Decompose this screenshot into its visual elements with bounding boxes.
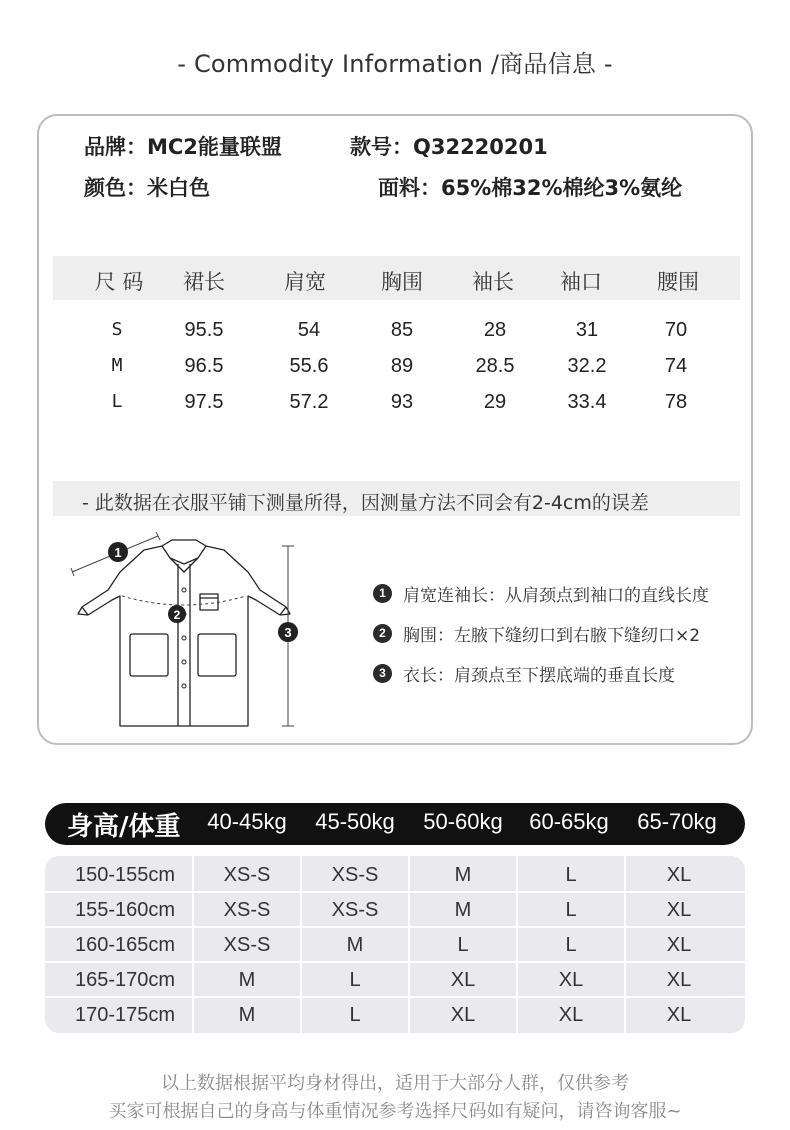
svg-text:2: 2 xyxy=(173,608,181,622)
fit-table-label: 身高/体重 xyxy=(67,812,181,842)
height-cell: 160-165cm xyxy=(74,934,176,956)
height-cell: 170-175cm xyxy=(74,1004,176,1026)
weight-column-header: 40-45kg xyxy=(207,809,287,834)
size-cell: XL xyxy=(558,969,584,991)
number-badge: 3 xyxy=(373,664,392,683)
size-cell: XS-S xyxy=(223,899,271,921)
size-chart-cell: 93 xyxy=(390,391,414,413)
size-cell: XS-S xyxy=(331,899,379,921)
size-chart-header: 袖口 xyxy=(560,270,602,294)
measure-legend-text: 胸围：左腋下缝纫口到右腋下缝纫口×2 xyxy=(403,626,701,646)
size-chart-cell: 95.5 xyxy=(184,319,224,341)
number-badge: 1 xyxy=(373,584,392,603)
measure-legend-item xyxy=(373,661,675,686)
size-chart-cell: 32.2 xyxy=(567,355,607,377)
size-chart-header: 肩宽 xyxy=(284,270,326,294)
size-cell: XS-S xyxy=(223,864,271,886)
style-number-text: 款号：Q32220201 xyxy=(350,135,548,159)
size-chart-cell: L xyxy=(111,391,123,412)
footer-note-line2: 买家可根据自己的身高与体重情况参考选择尺码如有疑问，请咨询客服~ xyxy=(108,1101,682,1122)
size-cell: XL xyxy=(558,1004,584,1026)
size-cell: XL xyxy=(666,899,692,921)
color-text: 颜色：米白色 xyxy=(84,176,210,200)
measure-marker-1 xyxy=(108,542,128,562)
size-chart-cell: 33.4 xyxy=(567,391,607,413)
size-cell: M xyxy=(454,864,472,886)
svg-text:3: 3 xyxy=(284,625,292,640)
size-cell: M xyxy=(238,969,256,991)
size-cell: L xyxy=(457,934,469,956)
size-cell: XS-S xyxy=(331,864,379,886)
footer-note-line1: 以上数据根据平均身材得出，适用于大部分人群，仅供参考 xyxy=(161,1073,629,1094)
size-chart-cell: 78 xyxy=(664,391,688,413)
page-title: - Commodity Information /商品信息 - xyxy=(177,50,613,78)
weight-column-header: 45-50kg xyxy=(315,809,395,834)
weight-column-header: 65-70kg xyxy=(637,809,717,834)
size-chart-cell: 55.6 xyxy=(289,355,329,377)
size-cell: XL xyxy=(666,969,692,991)
size-cell: L xyxy=(565,899,577,921)
size-cell: L xyxy=(565,864,577,886)
size-chart-header: 尺 码 xyxy=(94,270,144,294)
size-cell: XL xyxy=(450,969,476,991)
measure-legend-item xyxy=(373,621,700,646)
garment-measure-diagram xyxy=(60,532,310,732)
size-chart-cell: M xyxy=(111,355,123,376)
size-cell: M xyxy=(346,934,364,956)
size-cell: XS-S xyxy=(223,934,271,956)
size-cell: XL xyxy=(666,934,692,956)
size-cell: XL xyxy=(666,1004,692,1026)
size-chart-cell: 28.5 xyxy=(475,355,515,377)
fabric-text: 面料：65%棉32%棉纶3%氨纶 xyxy=(378,176,683,200)
size-chart-cell: 31 xyxy=(575,319,599,341)
brand-text: 品牌：MC2能量联盟 xyxy=(84,135,282,159)
size-cell: XL xyxy=(666,864,692,886)
size-cell: L xyxy=(565,934,577,956)
height-cell: 155-160cm xyxy=(74,899,176,921)
height-cell: 165-170cm xyxy=(74,969,176,991)
size-cell: XL xyxy=(450,1004,476,1026)
size-chart-cell: 85 xyxy=(390,319,414,341)
weight-column-header: 50-60kg xyxy=(423,809,503,834)
size-chart-cell: 28 xyxy=(483,319,507,341)
size-chart-cell: 57.2 xyxy=(289,391,329,413)
size-chart-header: 胸围 xyxy=(381,270,423,294)
svg-text:1: 1 xyxy=(114,545,122,560)
measurement-note: - 此数据在衣服平铺下测量所得，因测量方法不同会有2-4cm的误差 xyxy=(82,492,649,514)
size-chart-cell: 74 xyxy=(664,355,688,377)
height-cell: 150-155cm xyxy=(74,864,176,886)
measure-legend-text: 衣长：肩颈点至下摆底端的垂直长度 xyxy=(403,666,675,686)
size-chart-cell: 54 xyxy=(297,319,321,341)
size-cell: M xyxy=(454,899,472,921)
size-chart-cell: 70 xyxy=(664,319,688,341)
size-chart-cell: 29 xyxy=(483,391,507,413)
measure-marker-3 xyxy=(278,622,298,642)
size-cell: L xyxy=(349,1004,361,1026)
size-cell: M xyxy=(238,1004,256,1026)
size-cell: L xyxy=(349,969,361,991)
size-chart-cell: 96.5 xyxy=(184,355,224,377)
size-chart-header: 腰围 xyxy=(657,270,699,294)
weight-column-header: 60-65kg xyxy=(529,809,609,834)
size-chart-cell: 97.5 xyxy=(184,391,224,413)
measure-legend-text: 肩宽连袖长：从肩颈点到袖口的直线长度 xyxy=(403,586,709,606)
size-chart-header: 袖长 xyxy=(472,270,514,294)
size-chart-header: 裙长 xyxy=(183,270,225,294)
number-badge: 2 xyxy=(373,624,392,643)
measure-marker-2 xyxy=(168,605,186,623)
measure-legend-item xyxy=(373,581,709,606)
size-chart-cell: S xyxy=(111,319,123,340)
size-chart-cell: 89 xyxy=(390,355,414,377)
